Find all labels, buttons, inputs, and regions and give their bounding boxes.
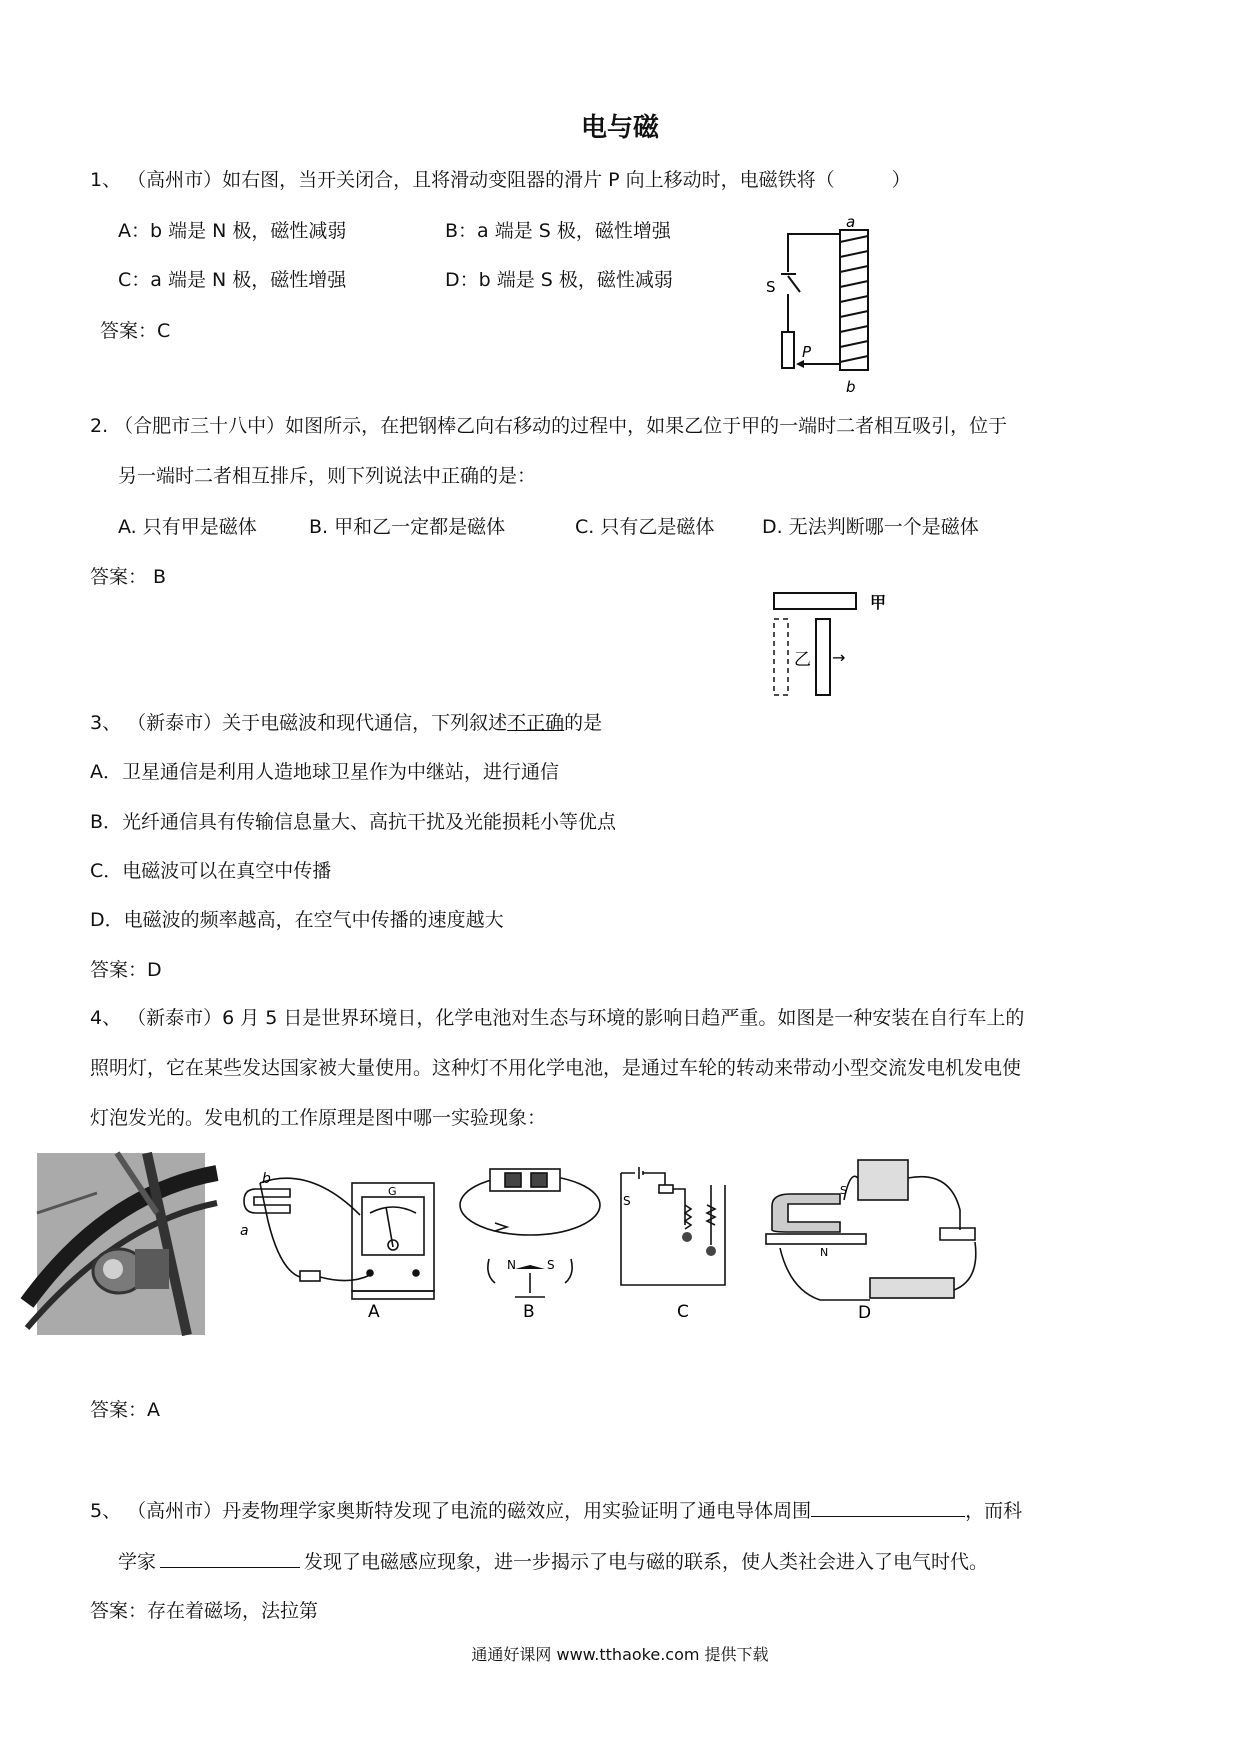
q3-answer: 答案：D: [90, 959, 162, 981]
q4-stem-line1: 4、 （新泰市）6 月 5 日是世界环境日，化学电池对生态与环境的影响日趋严重。如图是一种安装在自行车上的: [90, 1007, 1025, 1029]
fig-a-label-a: a: [240, 1223, 249, 1239]
q3-option-b: B．光纤通信具有传输信息量大、高抗干扰及光能损耗小等优点: [90, 811, 617, 833]
q2-bars-figure: [770, 585, 900, 697]
q3-stem-after: 的是: [564, 712, 603, 734]
fig-d-label-s: S: [840, 1184, 847, 1197]
battery-pack: [858, 1160, 908, 1200]
fig-d-label-n: N: [820, 1246, 829, 1259]
q1-option-a: A：b 端是 N 极，磁性减弱: [118, 220, 347, 242]
bar-yi-dashed: [774, 619, 788, 695]
fig-label-b: b: [846, 378, 856, 396]
fig-b-label-s: S: [547, 1258, 555, 1272]
figure-c-caption: C: [677, 1302, 689, 1322]
q2-option-d: D. 无法判断哪一个是磁体: [762, 516, 979, 538]
q1-option-d: D：b 端是 S 极，磁性减弱: [445, 269, 673, 291]
q2-stem-line1: 2. （合肥市三十八中）如图所示，在把钢棒乙向右移动的过程中，如果乙位于甲的一端时二者相互吸引，位于: [90, 415, 1008, 437]
q2-option-c: C. 只有乙是磁体: [575, 516, 715, 538]
compass-needle: [515, 1265, 545, 1269]
q4-answer: 答案：A: [90, 1399, 160, 1421]
figure-b-compass: [455, 1165, 605, 1320]
battery: [490, 1169, 560, 1191]
q5-blank-1: [811, 1498, 965, 1517]
q3-option-a: A．卫星通信是利用人造地球卫星作为中继站，进行通信: [90, 761, 559, 783]
q1-stem: 1、 （高州市）如右图，当开关闭合，且将滑动变阻器的滑片 P 向上移动时，电磁铁将（ ）: [90, 169, 911, 191]
figure-d-motor: [760, 1150, 1000, 1323]
q2-stem-line2: 另一端时二者相互排斥，则下列说法中正确的是：: [118, 465, 537, 487]
figure-b-caption: B: [523, 1302, 535, 1322]
rheostat-d: [870, 1278, 954, 1298]
q3-stem-underlined: 不正确: [507, 712, 565, 734]
q5-answer: 答案：存在着磁场，法拉第: [90, 1600, 319, 1622]
page-footer: 通通好课网 www.tthaoke.com 提供下载: [471, 1645, 769, 1664]
q2-option-b: B. 甲和乙一定都是磁体: [309, 516, 506, 538]
q2-option-a: A. 只有甲是磁体: [118, 516, 257, 538]
fig-label-p: P: [802, 343, 812, 361]
label-jia: 甲: [870, 593, 887, 612]
horseshoe-magnet: [244, 1189, 290, 1213]
bicycle-lamp-photo: [37, 1153, 205, 1335]
q5-line2: [118, 1549, 988, 1574]
q3-option-d: D．电磁波的频率越高，在空气中传播的速度越大: [90, 909, 504, 931]
q5-line1-after: ，而科: [965, 1500, 1023, 1522]
q1-option-b: B：a 端是 S 极，磁性增强: [445, 220, 671, 242]
q2-answer: 答案： B: [90, 566, 167, 588]
galvanometer-case: [352, 1183, 434, 1291]
switch-d: [940, 1228, 975, 1240]
q3-option-c: C．电磁波可以在真空中传播: [90, 860, 332, 882]
switch-blade: [788, 276, 800, 292]
coil-windings: [840, 236, 868, 362]
slider-arrow: [796, 360, 804, 368]
q4-stem-line2: 照明灯，它在某些发达国家被大量使用。这种灯不用化学电池，是通过车轮的转动来带动小型交流发电机发电使: [90, 1057, 1022, 1079]
fig-b-label-n: N: [507, 1258, 516, 1272]
q5-line1-before: 5、 （高州市）丹麦物理学家奥斯特发现了电流的磁效应，用实验证明了通电导体周围: [90, 1500, 812, 1522]
q3-stem-before: 3、 （新泰市）关于电磁波和现代通信，下列叙述: [90, 712, 508, 734]
fig-a-label-b: b: [262, 1171, 271, 1187]
fig-label-a: a: [846, 213, 856, 231]
figure-d-caption: D: [858, 1303, 872, 1323]
q3-stem: [90, 711, 602, 735]
figure-a-caption: A: [368, 1302, 380, 1322]
label-yi: 乙: [794, 650, 811, 670]
bar-jia: [774, 593, 856, 609]
q1-electromagnet-figure: [760, 212, 880, 397]
figure-a-galvanometer: [240, 1171, 440, 1322]
rheostat: [782, 332, 794, 368]
fig-label-s: S: [766, 278, 776, 296]
horseshoe-magnet-d: [772, 1194, 840, 1232]
page-title: 电与磁: [580, 113, 659, 143]
q5-line1: [90, 1498, 1022, 1523]
q5-line2-after: 发现了电磁感应现象，进一步揭示了电与磁的联系，使人类社会进入了电气时代。: [304, 1551, 989, 1573]
q5-blank-2: [160, 1549, 300, 1568]
fig-c-label-s: S: [623, 1194, 631, 1208]
arrow-right: →: [832, 648, 846, 667]
fig-a-label-g: G: [388, 1185, 397, 1198]
figure-c-circuit: [615, 1165, 745, 1320]
q1-answer: 答案：C: [100, 320, 171, 342]
bar-yi: [816, 619, 830, 695]
q5-line2-before: 学家: [118, 1551, 157, 1573]
q1-option-c: C：a 端是 N 极，磁性增强: [118, 269, 347, 291]
q4-stem-line3: 灯泡发光的。发电机的工作原理是图中哪一实验现象：: [90, 1107, 547, 1129]
